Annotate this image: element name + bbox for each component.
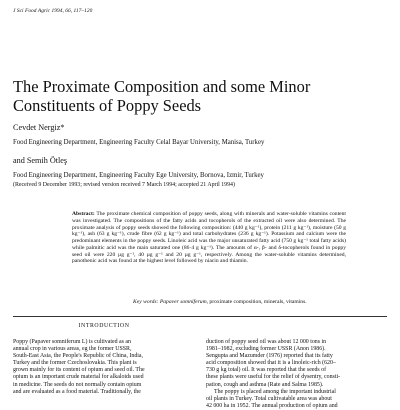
- text-line: pation, cough and asthma (Rate and Salma 1985).: [206, 381, 324, 388]
- text-line: 42 000 ha in 1952. The annual production of opium and: [206, 402, 338, 409]
- text-line: oil plants in Turkey. Total cultivatable area was about: [206, 395, 332, 402]
- intro-column-left: [13, 339, 195, 396]
- text-line: grown mainly for its content of opium and seed oil. The: [13, 367, 145, 374]
- keywords-label: Key words:: [133, 299, 159, 305]
- text-line: opium is an important crude material for alkaloids used: [13, 374, 144, 381]
- abstract: [72, 211, 346, 265]
- keywords-latin-name: Papaver somniferum: [159, 299, 207, 305]
- author-affiliation: Food Engineering Department, Engineering Faculty Celal Bayar University, Manisa, Turkey: [13, 139, 265, 146]
- text-line: and are evaluated as a food material. Traditionally, the: [13, 388, 141, 395]
- article-title: The Proximate Composition and some Minor Constituents of Poppy Seeds: [13, 77, 311, 115]
- text-line: acid composition showed that it is a linoleic-rich (620–: [206, 360, 336, 367]
- text-line: annual crop in various areas, eg the former USSR,: [13, 346, 132, 353]
- keywords: [133, 299, 307, 305]
- text-line: 730 g kg total) oil. It was reported that the seeds of: [206, 367, 327, 374]
- journal-citation: J Sci Food Agric 1994, 66, 117–120: [13, 8, 93, 14]
- section-heading: INTRODUCTION: [78, 323, 130, 329]
- text-line: Turkey and the former Czechoslovakia. This plant is: [13, 360, 137, 367]
- text-line: Sengupta and Mazumder (1976) reported that its fatty: [206, 353, 333, 360]
- text-line: Poppy (Papaver somniferum L) is cultivated as an: [13, 339, 131, 345]
- text-line: The poppy is placed among the important industrial: [214, 388, 336, 395]
- author-affiliation: Food Engineering Department, Engineering Faculty Ege University, Bornova, Izmir, Turkey: [13, 172, 264, 179]
- author-name: Cevdet Nergiz*: [13, 123, 65, 132]
- section-divider: [13, 316, 387, 317]
- abstract-text: The proximate chemical composition of poppy seeds, along with minerals and water-soluble vitamins content was investigated. The compositions of the fatty acids and tocopherols of the extracted oil were also determined. The proximate analysis of poppy seeds showed the following composition: (440 g kg⁻¹), protein (211 g kg⁻¹), moisture (50 g kg⁻¹), ash (63 g kg⁻¹), crude fibre (62 g kg⁻¹) and total carbohydrates (236 g kg⁻¹). Potassium and calcium were the predominant elements in the poppy seeds. Linoleic acid was the major unsaturated fatty acid (750 g kg⁻¹ total fatty acids) while palmitic acid was the main saturated one (86·4 g kg⁻¹). The amounts of α-, β- and δ-tocopherols found in poppy seed oil were 220 µg g⁻¹, 40 µg g⁻¹ and 20 µg g⁻¹, respectively. Among the water-soluble vitamins determined, panothenic acid was found at the highest level followed by niacin and thiamin.: [72, 211, 346, 265]
- text-line: in medicine. The seeds do not normally contain opium: [13, 381, 142, 388]
- text-line: 1981–1982, excluding former USSR (Anon 1986).: [206, 346, 326, 353]
- author-name: and Semih Ötleş: [13, 156, 68, 165]
- intro-column-right: [206, 339, 388, 410]
- keywords-rest: , proximate composition, minerals, vitamins.: [206, 299, 307, 305]
- text-line: these plants were useful for the relief of dysentry, consti-: [206, 374, 341, 381]
- text-line: South-East Asia, the People's Republic of China, India,: [13, 353, 143, 360]
- received-dates: (Received 9 December 1993; revised version received 7 March 1994; accepted 21 April 1994): [13, 182, 235, 188]
- text-line: duction of poppy seed oil was about 12 000 tons in: [206, 339, 327, 345]
- abstract-label: Abstract:: [72, 211, 95, 217]
